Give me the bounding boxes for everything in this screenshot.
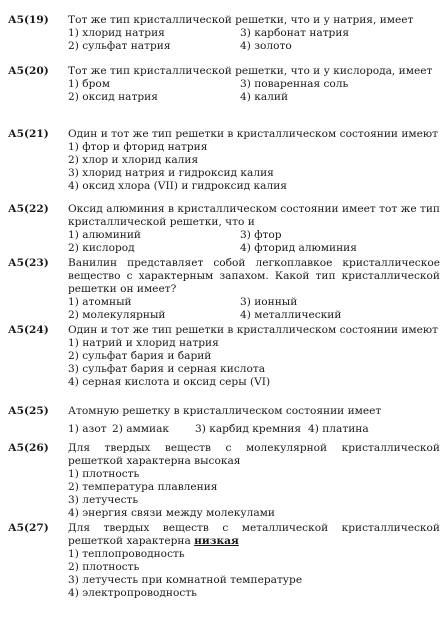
question-a5-27 xyxy=(8,522,440,600)
question-a5-23 xyxy=(8,257,440,322)
answer-option[interactable]: 4) оксид хлора (VII) и гидроксид калия xyxy=(68,180,287,192)
answer-option[interactable]: 1) алюминий xyxy=(68,229,141,241)
answer-option[interactable]: 1) бром xyxy=(68,78,111,90)
question-a5-22 xyxy=(8,203,440,255)
question-text: Ванилин представляет собой легкоплавкое кристаллическое вещество с характерным запахом. Какой тип кристаллической решетки он имеет? xyxy=(68,257,440,295)
question-number: А5(25) xyxy=(8,405,49,417)
answer-option[interactable]: 2) аммиак xyxy=(112,423,170,435)
question-text: Тот же тип кристаллической решетки, что и у натрия, имеет xyxy=(68,14,414,26)
question-a5-25 xyxy=(8,405,440,436)
answer-options xyxy=(68,27,440,53)
answer-option[interactable]: 4) электропроводность xyxy=(68,587,197,599)
answer-options xyxy=(68,78,440,104)
answer-option[interactable]: 1) теплопроводность xyxy=(68,548,185,560)
answer-option[interactable]: 1) атомный xyxy=(68,296,132,308)
answer-option[interactable]: 2) сульфат бария и барий xyxy=(68,350,212,362)
answer-option[interactable]: 3) хлорид натрия и гидроксид калия xyxy=(68,167,274,179)
answer-option[interactable]: 1) азот xyxy=(68,423,107,435)
answer-option[interactable]: 3) фтор xyxy=(240,229,282,241)
question-text: Атомную решетку в кристаллическом состоянии имеет xyxy=(68,405,382,417)
answer-options xyxy=(68,423,440,436)
answer-options xyxy=(68,468,440,520)
answer-option[interactable]: 2) температура плавления xyxy=(68,481,218,493)
answer-options xyxy=(68,548,440,600)
question-number: А5(26) xyxy=(8,442,49,454)
answer-option[interactable]: 4) золото xyxy=(240,40,292,52)
answer-options xyxy=(68,296,440,322)
question-a5-20 xyxy=(8,65,440,104)
question-text: Тот же тип кристаллической решетки, что и у кислорода, имеет xyxy=(68,65,433,77)
question-text: Один и тот же тип решетки в кристаллическом состоянии имеют xyxy=(68,128,439,140)
question-text-main: Для твердых веществ с металлической кристаллической решеткой характерна xyxy=(68,522,440,547)
answer-option[interactable]: 3) ионный xyxy=(240,296,298,308)
question-a5-24 xyxy=(8,324,440,389)
answer-options xyxy=(68,337,440,389)
question-text xyxy=(68,522,440,548)
answer-option[interactable]: 2) кислород xyxy=(68,242,135,254)
answer-option[interactable]: 1) хлорид натрия xyxy=(68,27,165,39)
answer-option[interactable]: 4) металлический xyxy=(240,309,342,321)
question-number: А5(22) xyxy=(8,203,49,215)
question-number: А5(21) xyxy=(8,128,49,140)
question-number: А5(20) xyxy=(8,65,49,77)
emphasized-word: низкая xyxy=(194,535,239,547)
answer-option[interactable]: 1) плотность xyxy=(68,468,140,480)
answer-option[interactable]: 2) сульфат натрия xyxy=(68,40,171,52)
question-number: А5(19) xyxy=(8,14,49,26)
question-number: А5(27) xyxy=(8,522,49,534)
answer-option[interactable]: 1) фтор и фторид натрия xyxy=(68,141,208,153)
answer-option[interactable]: 2) хлор и хлорид калия xyxy=(68,154,199,166)
question-text: Один и тот же тип решетки в кристаллическом состоянии имеют xyxy=(68,324,439,336)
answer-option[interactable]: 4) фторид алюминия xyxy=(240,242,357,254)
answer-option[interactable]: 3) поваренная соль xyxy=(240,78,349,90)
question-number: А5(23) xyxy=(8,257,49,269)
question-text: Оксид алюминия в кристаллическом состоянии имеет тот же тип кристаллической решетки, что и xyxy=(68,203,440,228)
question-number: А5(24) xyxy=(8,324,49,336)
question-a5-19 xyxy=(8,14,440,53)
question-text: Для твердых веществ с молекулярной кристаллической решеткой характерна высокая xyxy=(68,442,440,467)
answer-option[interactable]: 4) серная кислота и оксид серы (VI) xyxy=(68,376,271,388)
answer-option[interactable]: 4) платина xyxy=(308,423,369,435)
answer-options xyxy=(68,229,440,255)
answer-option[interactable]: 2) молекулярный xyxy=(68,309,166,321)
answer-options xyxy=(68,141,440,193)
answer-option[interactable]: 4) калий xyxy=(240,91,289,103)
answer-option[interactable]: 2) оксид натрия xyxy=(68,91,158,103)
answer-option[interactable]: 2) плотность xyxy=(68,561,140,573)
answer-option[interactable]: 3) карбид кремния xyxy=(195,423,302,435)
answer-option[interactable]: 3) карбонат натрия xyxy=(240,27,350,39)
question-a5-26 xyxy=(8,442,440,520)
answer-option[interactable]: 4) энергия связи между молекулами xyxy=(68,507,275,519)
question-a5-21 xyxy=(8,128,440,193)
answer-option[interactable]: 1) натрий и хлорид натрия xyxy=(68,337,219,349)
answer-option[interactable]: 3) летучесть при комнатной температуре xyxy=(68,574,303,586)
answer-option[interactable]: 3) летучесть xyxy=(68,494,139,506)
answer-option[interactable]: 3) сульфат бария и серная кислота xyxy=(68,363,266,375)
